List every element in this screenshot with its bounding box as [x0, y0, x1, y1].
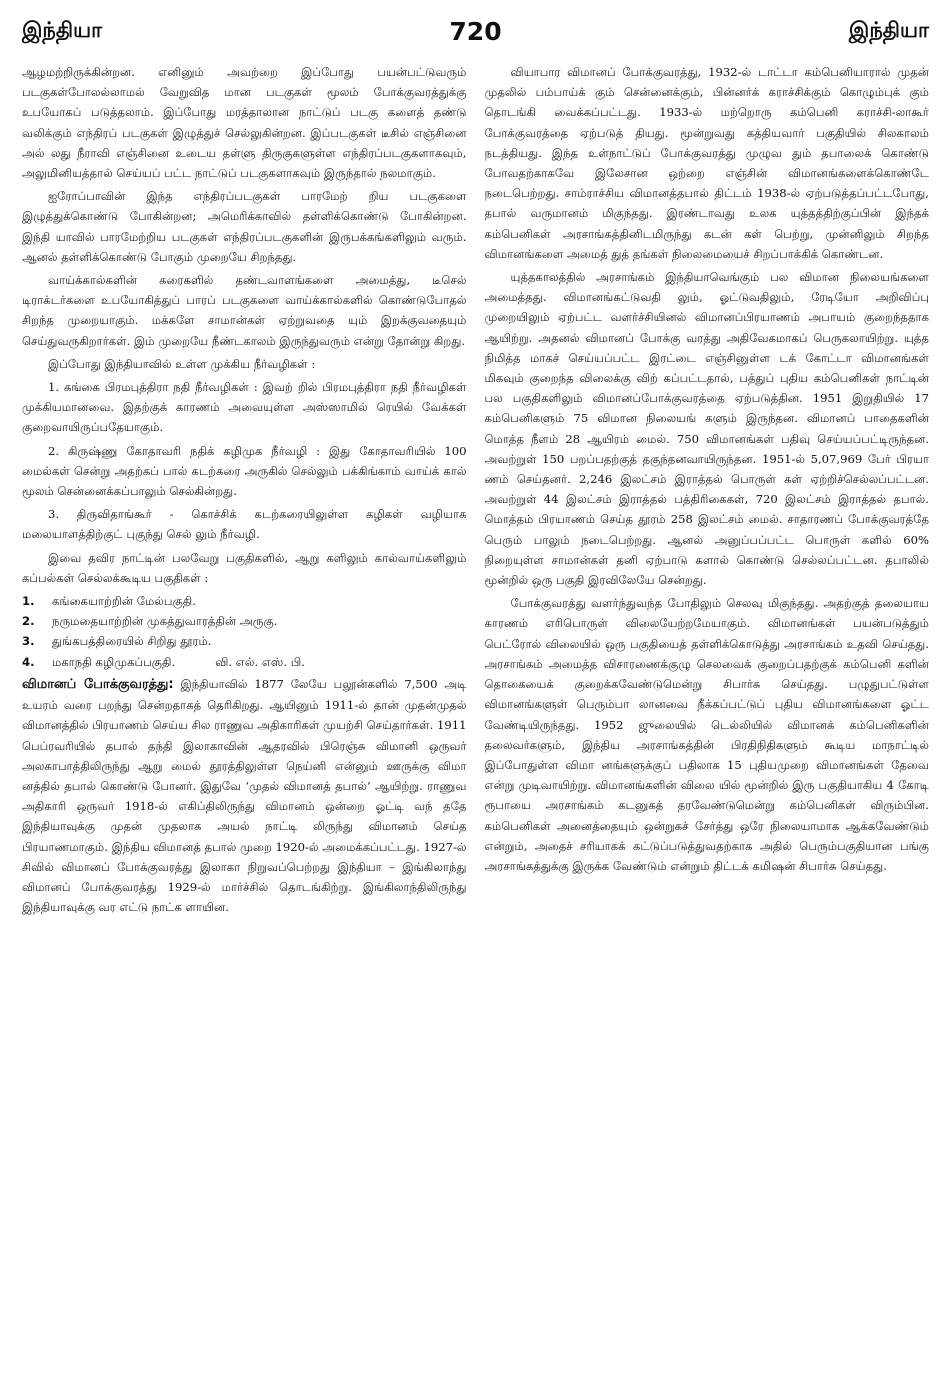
right-column — [485, 62, 930, 1351]
paragraph: 2. கிருஷ்ணு கோதாவரி நதிக் கழிமுக நீர்வழி : இது கோதாவரியில் 100 மைல்கள் சென்று அதற்கப் பால் கடற்கரை அருகில் செல்லும் பக்கிங்காம் வாய்க் கால் மூலம் சென்னைக்கப்பாலும் செல்கின்றது. — [22, 443, 467, 499]
paragraph: ஐரோப்பாவின் இந்த எந்திரப்படகுகள் பாரமேற் றிய படகுகளை இழுத்துக்கொண்டு போகின்றன; அமெரிக்காவில் தள்ளிக்கொண்டு போகின்றன. இந்தி யாவில் பாரமேற்றிய படகுகள் எந்திரப்படகுகளின் இருபக்கங்களிலும் வரும். ஆனல் தள்ளிக்கொண்டு போகும் முறையே சிறந்தது. — [22, 189, 467, 264]
list-item: 3. துங்கபத்திரையில் சிறிது தூரம். — [22, 634, 212, 649]
paragraph: போக்குவரத்து வளர்ந்துவந்த போதிலும் செலவு மிகுந்தது. அதற்குத் தலையாய காரணம் எரிபொருள் விலையேற்றமேயாகும். விமானங்கள் பயன்படுத்தும் பெட்ரோல் விலையில் ஒரு பகுதியைத் தள்ளிக்கொடுத்து அரசாங்கம் உதவி செய்தது. அரசாங்கம் அமைத்த விசாரணைக்குழு செலவைக் குறைப்பதற்குக் கம்பெனி களின் தொகையைக் குறைக்கவேண்டுமென்று சிபார்சு செய்தது. பழுதுபட்டுள்ள விமானங்களுள் பெரும்பா லானவை நீக்கப்பட்டுப் புதிய விமானங்களை ஓட்ட வேண்டியிருந்தது. 1952 ஜுலையில் டெல்லியில் விமானக் கம்பெனிகளின் தலைவர்களும், இந்திய அரசாங்கத்தின் பிரதிநிதிகளும் கூடிய மாநாட்டில் இப்போதுள்ள விமா னங்களுக்குப் பதிலாக 15 புதியமுறை விமானங்கள் தேவை என்று முடிவாயிற்று. விமானங்களின் விலை யில் மூன்றில் இரு பகுதியாகிய 4 கோடி ரூபாயை அரசாங்கம் கடனுகத் தரவேண்டுமென்று கம்பெனிகள் விரும்பின. கம்பெனிகள் அனைத்தையும் ஒன்றுகச் சேர்த்து ஒரே நிலையாமாக ஆக்கவேண்டும் என்றும், அதைச் சரியாகக் கட்டுப்படுத்துவதற்காக அதில் பெரும்பகுதியான பங்கு அரசாங்கத்துக்கு இருக்க வேண்டும் என்றும் திட்டக் கமிஷன் சிபார்சு செய்தது. — [484, 596, 929, 873]
author-signature: வி. எல். எஸ். பி. — [215, 654, 305, 669]
paragraph: யுத்தகாலத்தில் அரசாங்கம் இந்தியாவெங்கும் பல விமான நிலையங்களை அமைத்தது. விமானங்கட்டுவதி லும், ஓட்டுவதிலும், ரேடியோ அறிவிப்பு முறையிலும் ஏற்பட்ட வளர்ச்சியினல் விமானப்பிரயாணம் அபாயம் குறைந்ததாக ஆயிற்று. அதனல் விமானப் போக்கு வரத்து அதிவேகமாகப் பெருகலாயிற்று. யுத்த நிமித்த மாகச் செய்யப்பட்ட இரட்டை எஞ்சினுள்ள டக் கோட்டா விமானங்கள் மிகவும் குறைந்த விலைக்கு விற் கப்பட்டதால், பத்துப் புதிய கம்பெனிகள் நாட்டின் பல பகுதிகளிலும் விமானப்போக்குவரத்தை ஏற்படுத்தின. 1951 இறுதியில் 17 கம்பெனிகளும் 75 விமான நிலையங் களும் இருந்தன. விமானப் பாதைகளின் மொத்த நீளம் 28 ஆயிரம் மைல். 750 விமானங்கள் பதிவு செய்யப்பட்டிருந்தன. அவற்றுள் 150 பறப்பதற்குத் தகுந்தனவாயிருந்தன. 1951-ல் 5,07,969 பேர் பிரயா ணம் செய்தனர். 2,246 இலட்சம் இராத்தல் பொருள் கள் ஏற்றிச்செல்லப்பட்டன. அவற்றுள் 44 இலட்சம் இராத்தல் பத்திரிகைகள், 720 இலட்சம் இராத்தல் தபால். மொத்தம் பிரயாணம் செய்த தூரம் 258 இலட்சம் மைல். சாதாரணப் போக்குவரத்தே பெரும் பாலும் நடைபெற்றது. ஆனல் அனுப்பப்பட்ட பொருள் களில் 60% நிறையுள்ள சாமான்கள் தனி ஏற்பாடு களால் கொண்டு செல்லப்பட்டன. தபாலில் மூன்றில் ஒரு பகுதி இரவிலேயே சென்றது. — [484, 270, 929, 588]
paragraph: வியாபார விமானப் போக்குவரத்து, 1932-ல் டாட்டா கம்பெனியாரால் முதன் முதலில் பம்பாய்க் கும் சென்னைக்கும், பின்னர்க் கராச்சிக்கும் கொழும்புக் கும் தொடங்கி வைக்கப்பட்டது. 1933-ல் மற்றொரு கம்பெனி கராச்சி-லாகூர் போக்குவரத்தை ஏற்படுத் தியது. மூன்றுவது கத்தியவார் பகுதியில் சிலகாலம் நடத்தியது. இந்த உள்நாட்டுப் போக்குவரத்து முழுவ தும் தபாலைக் கொண்டு போவதற்காகவே இலேசான ஒற்றை எஞ்சின் விமானங்களைக்கொண்டே நடைபெற்றது. சாம்ராச்சிய விமானத்தபால் திட்டம் 1938-ல் ஏற்படுத்தப்பட்டபோது, தபால் வருமானம் மிகுந்தது. இரண்டாவது உலக யுத்தத்திற்குப்பின் இந்தக் கம்பெனிகள் அரசாங்கத்தினிடமிருந்து கடன் கள் பெற்று, முன்னிலும் சிறந்த விமானங்களை அமைத் துத் தங்கள் நிலைமையைச் சிறப்பாக்கிக் கொண்டன. — [484, 65, 929, 261]
running-head-left: இந்தியா — [22, 17, 103, 42]
paragraph: இவை தவிர நாட்டின் பலவேறு பகுதிகளில், ஆறு களிலும் கால்வாய்களிலும் கப்பல்கள் செல்லக்கூடிய பகுதிகள் : — [22, 550, 467, 585]
paragraph: இப்போது இந்தியாவில் உள்ள முக்கிய நீர்வழிகள் : — [48, 356, 316, 371]
left-column — [22, 62, 467, 1351]
running-head-right: இந்தியா — [848, 17, 929, 42]
section-heading: விமானப் போக்குவரத்து: — [22, 676, 174, 692]
list-item: 4. மகாநதி கழிமுகப்பகுதி. வி. எல். எஸ். பி. — [22, 652, 467, 672]
list-item: 1. கங்கையாற்றின் மேல்பகுதி. — [22, 594, 196, 609]
page-header — [22, 14, 929, 48]
section-paragraph — [22, 674, 467, 917]
text-columns — [22, 62, 929, 1351]
paragraph: 1. கங்கை பிரமபுத்திரா நதி நீர்வழிகள் : இவற் றில் பிரமபுத்திரா நதி நீர்வழிகள் முக்கியமானவை. இதற்குக் காரணம் அவையுள்ள அஸ்ஸாமில் ரெயில் வேக்கள் குறைவாயிருப்பதேயாகும். — [22, 380, 467, 435]
page-number: 720 — [449, 16, 502, 46]
paragraph: ஆழமற்றிருக்கின்றன. எனினும் அவற்றை இப்போது பயன்பட்டுவரும் படகுகள்போலல்லாமல் வேறுவித மான படகுகள் மூலம் போக்குவரத்துக்கு உபயோகப் படுத்தலாம். இப்போது மரத்தாலான நாட்டுப் படகு களைத் தண்டு வலிக்கும் எந்திரப் படகுகள் இழுத்துச் செல்லுகின்றன. இப்படகுகள் டீசில் எஞ்சினை அல் லது நீராவி எஞ்சினை உடைய தள்ளு திருகுகளுள்ள எந்திரப்படகுகளாகவும், அலுமினியத்தால் செய்யப் பட்ட நாட்டுப் படகுகளாகவும் இருந்தால் நலமாகும். — [22, 65, 467, 181]
list-item: 2. நருமதையாற்றின் முகத்துவாரத்தின் அருகு. — [22, 614, 278, 629]
navigable-parts-list — [22, 591, 467, 672]
paragraph: வாய்க்கால்களின் கரைகளில் தண்டவாளங்களை அமைத்து, டீசெல் டிராக்டர்களை உபயோகித்துப் பாரப் படகுகளை வாய்க்கால்களில் கொண்டுபோதல் சிறந்த முறையாகும். மக்களே சாமான்கள் ஏற்றுவதை யும் இறக்குவதையும் செய்துவருகிறார்கள். இம் முறையே நீண்டகாலம் இருந்துவரும் என்று தோன்று கிறது. — [22, 273, 467, 348]
paragraph-text: இந்தியாவில் 1877 லேயே பலூன்களில் 7,500 அடி உயரம் வரை பறந்து சென்றதாகத் தெரிகிறது. ஆயினும் 1911-ல் தான் முதன்முதல் விமானத்தில் பிரயாணம் செய்ய சில ராணுவ அதிகாரிகள் முயற்சி செய்தார்கள். 1911 பெப்ரவரியில் தபால் தந்தி இலாகாவின் ஆதரவில் பிரெஞ்சு விமானி ஒருவர் அலகாபாத்திலிருந்து ஆறு மைல் தூரத்திலுள்ள நெய்னி என்னும் ஊருக்கு விமா னத்தில் தபால் கொண்டு போனர். இதுவே ‘முதல் விமானத் தபால்’ ஆயிற்று. ராணுவ அதிகாரி ஒருவர் 1918-ல் எகிப்திலிருந்து விமானம் ஒன்றை ஓட்டி வந் ததே இந்தியாவுக்கு முதன் முதலாக அயல் நாட்டி லிருந்து விமானம் செய்த பிரயாணமாகும். இந்திய விமானத் தபால் முறை 1920-ல் அமைக்கப்பட்டது. 1927-ல் சிவில் விமானப் போக்குவரத்து இலாகா நிறுவப்பெற்றது இந்தியா – இங்கிலாந்து விமானப் போக்குவரத்து 1929-ல் மார்ச்சில் தொடங்கிற்று. இங்கிலாந்திலிருந்து இந்தியாவுக்கு வர எட்டு நாட்க ளாயின. — [22, 676, 467, 915]
paragraph: 3. திருவிதாங்கூர் - கொச்சிக் கடற்கரையிலுள்ள கழிகள் வழியாக மலையாளத்திற்குட் புகுந்து செல் லும் நீர்வழி. — [22, 507, 467, 542]
